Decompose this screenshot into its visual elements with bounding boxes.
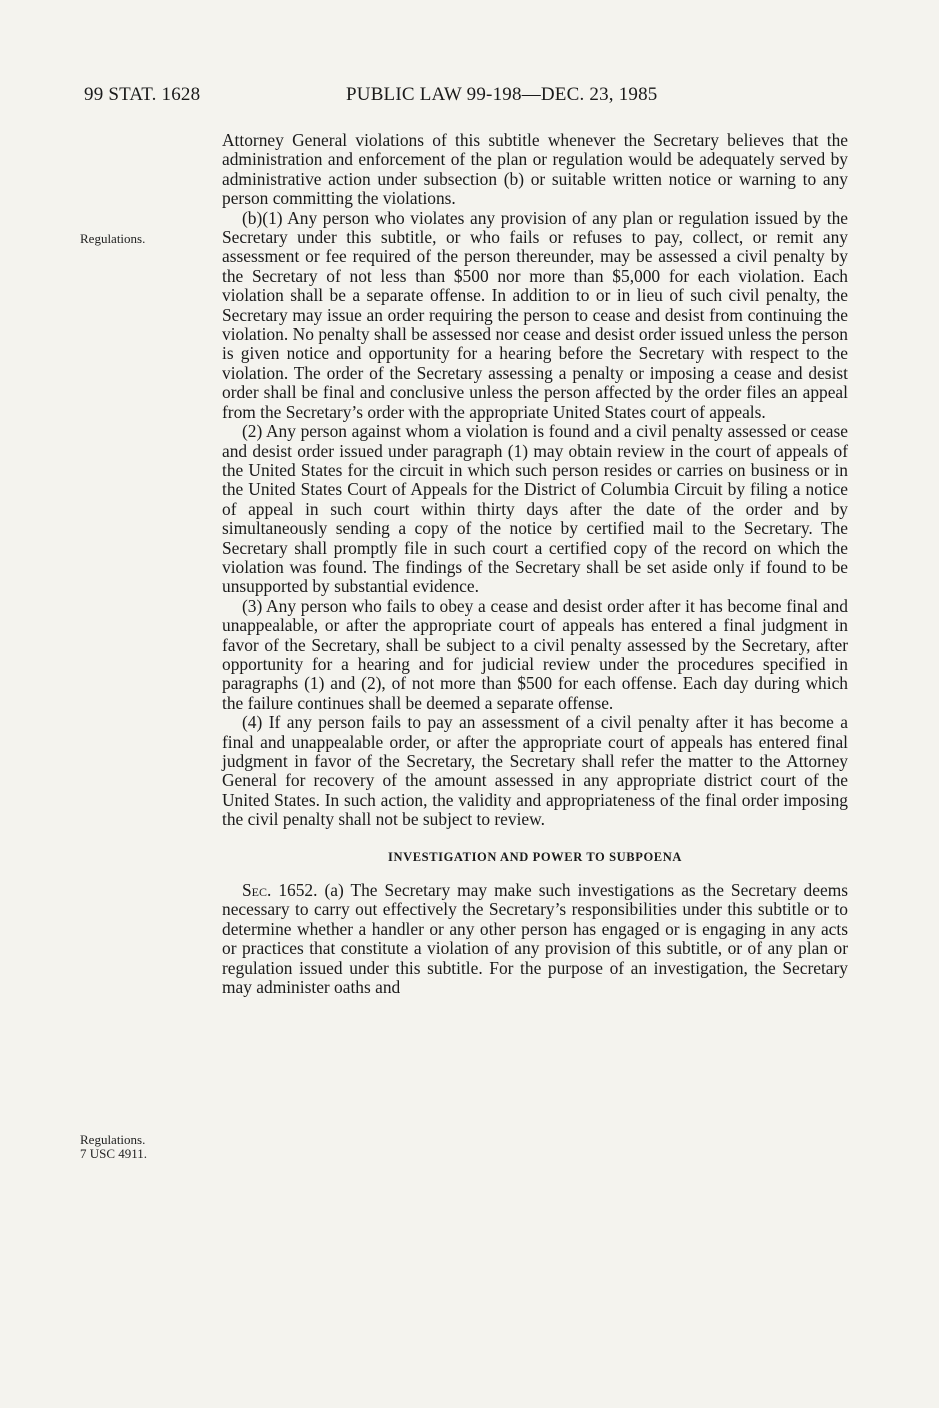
paragraph-sec-1652	[222, 881, 848, 997]
paragraph-b4: (4) If any person fails to pay an assessment of a civil penalty after it has become a final and unappealable order, or after the appropriate court of appeals has entered final judgment in favor of the Secretary, the Secretary shall refer the matter to the Attorney General for recovery of the amount assessed in any appropriate district court of the United States. In such action, the validity and appropriateness of the final order imposing the civil penalty shall not be subject to review.	[222, 712, 848, 830]
section-heading: INVESTIGATION AND POWER TO SUBPOENA	[388, 849, 682, 864]
margin-note-regulations-usc	[80, 1133, 200, 1161]
section-number: Sec. 1652.	[242, 880, 318, 901]
paragraph-b3: (3) Any person who fails to obey a cease and desist order after it has become final and unappealable, or after the appropriate court of appeals has entered a final judgment in favor of the Secretary, shall be subject to a civil penalty assessed by the Secretary, after opportunity for a hearing and for judicial review under the procedures specified in paragraphs (1) and (2), of not more than $500 for each offense. Each day during which the failure continues shall be deemed a separate offense.	[222, 595, 848, 713]
margin-note-regulations: Regulations.	[80, 231, 146, 246]
section-1652-text: (a) The Secretary may make such investigations as the Secretary deems necessary to carry out effectively the Secretary’s responsibilities under this subtitle or to determine whether a handler or any other person has engaged or is engaging in any acts or practices that constitute a violation of any provision of this subtitle, or of any plan or regulation issued under this subtitle. For the purpose of an investigation, the Secretary may administer oaths and	[222, 880, 848, 998]
law-title: PUBLIC LAW 99-198—DEC. 23, 1985	[346, 84, 658, 105]
paragraph-b1: (b)(1) Any person who violates any provision of any plan or regulation issued by the Secretary under this subtitle, or who fails or refuses to pay, collect, or remit any assessment or fee required of the person thereunder, may be assessed a civil penalty by the Secretary of not less than $500 nor more than $5,000 for each violation. Each violation shall be a separate offense. In addition to or in lieu of such civil penalty, the Secretary may issue an order requiring the person to cease and desist from continuing the violation. No penalty shall be assessed nor cease and desist order issued unless the person is given notice and opportunity for a hearing before the Secretary with respect to the violation. The order of the Secretary assessing a penalty or imposing a cease and desist order shall be final and conclusive unless the person affected by the order files an appeal from the Secretary’s order with the appropriate United States court of appeals.	[222, 207, 848, 422]
body-text-column	[222, 131, 848, 997]
margin-note-usc-cite: 7 USC 4911.	[80, 1146, 148, 1161]
stat-citation: 99 STAT. 1628	[84, 84, 201, 105]
paragraph-b2: (2) Any person against whom a violation is found and a civil penalty assessed or cease and desist order issued under paragraph (1) may obtain review in the court of appeals of the United States for the circuit in which such person resides or carries on business or in the United States Court of Appeals for the District of Columbia Circuit by filing a notice of appeal in such court within thirty days after the date of the order and by simultaneously sending a copy of the notice by certified mail to the Secretary. The Secretary shall promptly file in such court a certified copy of the record on which the violation was found. The findings of the Secretary shall be set aside only if found to be unsupported by substantial evidence.	[222, 421, 848, 597]
paragraph-intro: Attorney General violations of this subtitle whenever the Secretary believes that the administration and enforcement of the plan or regulation would be adequately served by administrative action under subsection (b) or suitable written notice or warning to any person committing the violations.	[222, 130, 848, 209]
margin-note-regulations-label: Regulations.	[80, 1132, 146, 1147]
